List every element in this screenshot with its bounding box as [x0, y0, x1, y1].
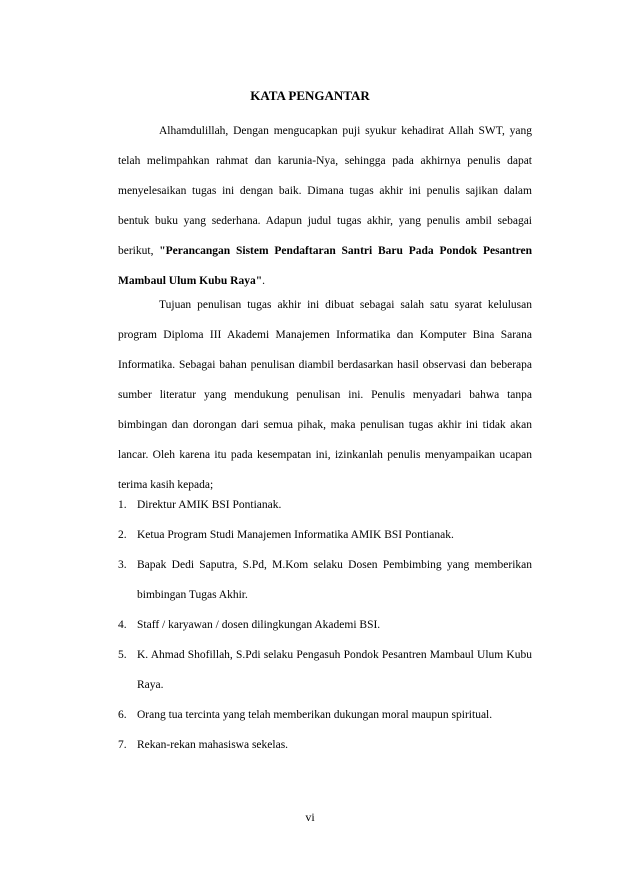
list-item — [118, 490, 532, 520]
list-item-number: 7. — [118, 739, 127, 751]
paragraph-intro-text: Alhamdulillah, Dengan mengucapkan puji syukur kehadirat Allah SWT, yang telah melimpahkan rahmat dan karunia-Nya, sehingga pada akhirnya penulis dapat menyelesaikan tugas ini dengan baik. Dimana tugas akhir ini penulis sajikan dalam bentuk buku yang sederhana. Adapun judul tugas akhir, yang penulis ambil sebagai berikut, — [118, 125, 532, 257]
list-item-text: Ketua Program Studi Manajemen Informatika AMIK BSI Pontianak. — [137, 529, 454, 541]
page-number: vi — [305, 810, 315, 824]
paragraph-intro-end: . — [262, 275, 265, 287]
list-item-text: Bapak Dedi Saputra, S.Pd, M.Kom selaku Dosen Pembimbing yang memberikan bimbingan Tugas Akhir. — [137, 559, 532, 601]
list-item — [118, 610, 532, 640]
page-title: KATA PENGANTAR — [250, 88, 370, 103]
list-item — [118, 520, 532, 550]
paragraph-intro — [118, 116, 532, 296]
list-item — [118, 730, 532, 760]
paragraph-purpose: Tujuan penulisan tugas akhir ini dibuat sebagai salah satu syarat kelulusan program Diploma III Akademi Manajemen Informatika dan Komputer Bina Sarana Informatika. Sebagai bahan penulisan diambil berdasarkan hasil observasi dan beberapa sumber literatur yang mendukung penulisan ini. Penulis menyadari bahwa tanpa bimbingan dan dorongan dari semua pihak, maka penulisan tugas akhir ini tidak akan lancar. Oleh karena itu pada kesempatan ini, izinkanlah penulis menyampaikan ucapan terima kasih kepada; — [118, 299, 532, 491]
list-item-text: Rekan-rekan mahasiswa sekelas. — [137, 739, 289, 751]
acknowledgement-list — [118, 490, 532, 760]
list-item-number: 5. — [118, 649, 127, 661]
list-item — [118, 700, 532, 730]
list-item-number: 2. — [118, 529, 127, 541]
list-item-number: 6. — [118, 709, 127, 721]
list-item — [118, 550, 532, 610]
list-item — [118, 640, 532, 700]
list-item-text: Staff / karyawan / dosen dilingkungan Akademi BSI. — [137, 619, 381, 631]
list-item-text: K. Ahmad Shofillah, S.Pdi selaku Pengasuh Pondok Pesantren Mambaul Ulum Kubu Raya. — [137, 649, 532, 691]
list-item-number: 4. — [118, 619, 127, 631]
list-item-text: Orang tua tercinta yang telah memberikan dukungan moral maupun spiritual. — [137, 709, 493, 721]
list-item-text: Direktur AMIK BSI Pontianak. — [137, 499, 282, 511]
thesis-title: "Perancangan Sistem Pendaftaran Santri Baru Pada Pondok Pesantren Mambaul Ulum Kubu Raya" — [118, 245, 532, 287]
list-item-number: 3. — [118, 559, 127, 571]
list-item-number: 1. — [118, 499, 127, 511]
